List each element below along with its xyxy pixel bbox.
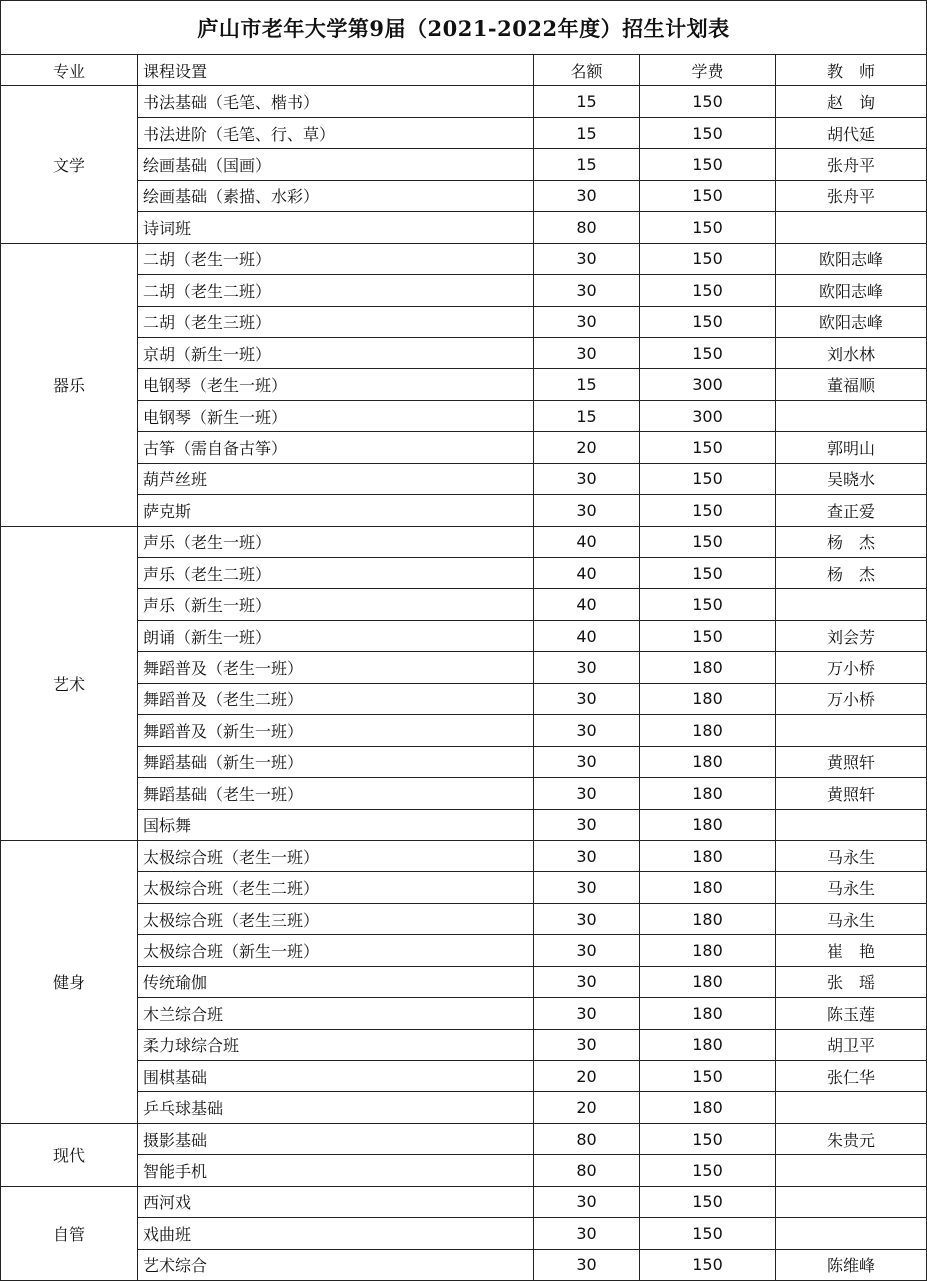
table-row	[1, 935, 927, 966]
fee-cell: 150	[640, 1249, 776, 1280]
table-row	[1, 872, 927, 903]
table-row	[1, 558, 927, 589]
course-cell: 太极综合班（新生一班）	[138, 935, 534, 966]
course-cell: 国标舞	[138, 809, 534, 840]
table-row	[1, 526, 927, 557]
fee-cell: 150	[640, 149, 776, 180]
quota-cell: 40	[534, 526, 640, 557]
table-row	[1, 149, 927, 180]
course-cell: 电钢琴（新生一班）	[138, 400, 534, 431]
fee-cell: 150	[640, 558, 776, 589]
fee-cell: 180	[640, 683, 776, 714]
teacher-cell: 欧阳志峰	[776, 275, 927, 306]
table-row	[1, 212, 927, 243]
course-cell: 绘画基础（国画）	[138, 149, 534, 180]
fee-cell: 180	[640, 778, 776, 809]
major-cell: 自管	[1, 1186, 138, 1280]
teacher-cell: 朱贵元	[776, 1123, 927, 1154]
quota-cell: 20	[534, 1061, 640, 1092]
header-course: 课程设置	[138, 55, 534, 86]
quota-cell: 30	[534, 746, 640, 777]
teacher-cell: 万小桥	[776, 683, 927, 714]
major-cell: 现代	[1, 1123, 138, 1186]
course-cell: 舞蹈普及（老生一班）	[138, 652, 534, 683]
teacher-cell	[776, 1092, 927, 1123]
table-row	[1, 715, 927, 746]
course-cell: 书法进阶（毛笔、行、草）	[138, 117, 534, 148]
quota-cell: 80	[534, 1155, 640, 1186]
fee-cell: 150	[640, 306, 776, 337]
course-cell: 萨克斯	[138, 495, 534, 526]
teacher-cell: 郭明山	[776, 432, 927, 463]
fee-cell: 150	[640, 337, 776, 368]
quota-cell: 40	[534, 620, 640, 651]
fee-cell: 150	[640, 212, 776, 243]
teacher-cell: 欧阳志峰	[776, 243, 927, 274]
table-row	[1, 652, 927, 683]
enrollment-table	[0, 54, 927, 1281]
quota-cell: 20	[534, 1092, 640, 1123]
teacher-cell: 赵 询	[776, 86, 927, 117]
quota-cell: 30	[534, 966, 640, 997]
quota-cell: 30	[534, 275, 640, 306]
teacher-cell: 查正爱	[776, 495, 927, 526]
course-cell: 围棋基础	[138, 1061, 534, 1092]
teacher-cell	[776, 400, 927, 431]
table-row	[1, 275, 927, 306]
quota-cell: 30	[534, 1029, 640, 1060]
teacher-cell: 杨 杰	[776, 526, 927, 557]
fee-cell: 150	[640, 589, 776, 620]
table-row	[1, 495, 927, 526]
quota-cell: 40	[534, 589, 640, 620]
fee-cell: 150	[640, 1155, 776, 1186]
header-fee: 学费	[640, 55, 776, 86]
table-row	[1, 1186, 927, 1217]
quota-cell: 30	[534, 1218, 640, 1249]
course-cell: 声乐（新生一班）	[138, 589, 534, 620]
quota-cell: 30	[534, 243, 640, 274]
table-row	[1, 243, 927, 274]
fee-cell: 150	[640, 463, 776, 494]
quota-cell: 30	[534, 778, 640, 809]
table-row	[1, 778, 927, 809]
table-row	[1, 1029, 927, 1060]
quota-cell: 30	[534, 652, 640, 683]
quota-cell: 30	[534, 495, 640, 526]
table-row	[1, 966, 927, 997]
table-row	[1, 683, 927, 714]
table-row	[1, 1123, 927, 1154]
fee-cell: 180	[640, 715, 776, 746]
course-cell: 二胡（老生一班）	[138, 243, 534, 274]
teacher-cell: 吴晓水	[776, 463, 927, 494]
major-cell: 健身	[1, 840, 138, 1123]
fee-cell: 300	[640, 400, 776, 431]
header-teacher: 教 师	[776, 55, 927, 86]
course-cell: 二胡（老生二班）	[138, 275, 534, 306]
teacher-cell: 杨 杰	[776, 558, 927, 589]
header-row	[1, 55, 927, 86]
teacher-cell: 马永生	[776, 840, 927, 871]
teacher-cell: 张舟平	[776, 149, 927, 180]
quota-cell: 40	[534, 558, 640, 589]
course-cell: 葫芦丝班	[138, 463, 534, 494]
teacher-cell: 胡卫平	[776, 1029, 927, 1060]
quota-cell: 15	[534, 149, 640, 180]
teacher-cell	[776, 715, 927, 746]
course-cell: 书法基础（毛笔、楷书）	[138, 86, 534, 117]
table-row	[1, 998, 927, 1029]
quota-cell: 30	[534, 1186, 640, 1217]
fee-cell: 180	[640, 998, 776, 1029]
table-row	[1, 463, 927, 494]
header-major: 专业	[1, 55, 138, 86]
course-cell: 太极综合班（老生一班）	[138, 840, 534, 871]
table-row	[1, 86, 927, 117]
page-title: 庐山市老年大学第9届（2021-2022年度）招生计划表	[0, 0, 927, 55]
quota-cell: 15	[534, 369, 640, 400]
fee-cell: 180	[640, 903, 776, 934]
table-row	[1, 746, 927, 777]
teacher-cell: 陈维峰	[776, 1249, 927, 1280]
fee-cell: 180	[640, 840, 776, 871]
teacher-cell: 崔 艳	[776, 935, 927, 966]
quota-cell: 80	[534, 212, 640, 243]
quota-cell: 30	[534, 337, 640, 368]
course-cell: 智能手机	[138, 1155, 534, 1186]
teacher-cell: 胡代延	[776, 117, 927, 148]
fee-cell: 180	[640, 1092, 776, 1123]
teacher-cell: 马永生	[776, 903, 927, 934]
quota-cell: 30	[534, 683, 640, 714]
course-cell: 声乐（老生一班）	[138, 526, 534, 557]
table-row	[1, 306, 927, 337]
fee-cell: 150	[640, 180, 776, 211]
quota-cell: 30	[534, 872, 640, 903]
course-cell: 木兰综合班	[138, 998, 534, 1029]
fee-cell: 150	[640, 495, 776, 526]
course-cell: 二胡（老生三班）	[138, 306, 534, 337]
fee-cell: 150	[640, 526, 776, 557]
fee-cell: 180	[640, 935, 776, 966]
fee-cell: 180	[640, 652, 776, 683]
fee-cell: 150	[640, 117, 776, 148]
quota-cell: 30	[534, 1249, 640, 1280]
fee-cell: 150	[640, 432, 776, 463]
quota-cell: 30	[534, 935, 640, 966]
table-row	[1, 117, 927, 148]
fee-cell: 150	[640, 1186, 776, 1217]
quota-cell: 80	[534, 1123, 640, 1154]
fee-cell: 150	[640, 1218, 776, 1249]
header-quota: 名额	[534, 55, 640, 86]
table-body	[1, 86, 927, 1281]
course-cell: 乒乓球基础	[138, 1092, 534, 1123]
table-row	[1, 400, 927, 431]
major-cell: 文学	[1, 86, 138, 243]
teacher-cell	[776, 1186, 927, 1217]
fee-cell: 300	[640, 369, 776, 400]
teacher-cell: 黄照轩	[776, 778, 927, 809]
course-cell: 舞蹈基础（老生一班）	[138, 778, 534, 809]
table-row	[1, 1249, 927, 1280]
fee-cell: 180	[640, 966, 776, 997]
teacher-cell: 刘会芳	[776, 620, 927, 651]
course-cell: 艺术综合	[138, 1249, 534, 1280]
table-row	[1, 589, 927, 620]
course-cell: 西河戏	[138, 1186, 534, 1217]
quota-cell: 15	[534, 400, 640, 431]
teacher-cell: 张舟平	[776, 180, 927, 211]
teacher-cell: 董福顺	[776, 369, 927, 400]
course-cell: 舞蹈普及（老生二班）	[138, 683, 534, 714]
course-cell: 古筝（需自备古筝）	[138, 432, 534, 463]
table-row	[1, 432, 927, 463]
course-cell: 柔力球综合班	[138, 1029, 534, 1060]
fee-cell: 180	[640, 872, 776, 903]
quota-cell: 15	[534, 117, 640, 148]
teacher-cell: 黄照轩	[776, 746, 927, 777]
major-cell: 艺术	[1, 526, 138, 840]
quota-cell: 30	[534, 463, 640, 494]
quota-cell: 30	[534, 180, 640, 211]
fee-cell: 180	[640, 809, 776, 840]
table-row	[1, 840, 927, 871]
quota-cell: 30	[534, 715, 640, 746]
course-cell: 诗词班	[138, 212, 534, 243]
table-header	[1, 55, 927, 86]
quota-cell: 20	[534, 432, 640, 463]
fee-cell: 150	[640, 243, 776, 274]
course-cell: 舞蹈普及（新生一班）	[138, 715, 534, 746]
course-cell: 声乐（老生二班）	[138, 558, 534, 589]
table-row	[1, 903, 927, 934]
course-cell: 太极综合班（老生三班）	[138, 903, 534, 934]
teacher-cell: 张 瑶	[776, 966, 927, 997]
quota-cell: 30	[534, 998, 640, 1029]
teacher-cell: 马永生	[776, 872, 927, 903]
teacher-cell	[776, 1218, 927, 1249]
teacher-cell	[776, 809, 927, 840]
table-row	[1, 1092, 927, 1123]
fee-cell: 150	[640, 1123, 776, 1154]
table-row	[1, 1218, 927, 1249]
course-cell: 戏曲班	[138, 1218, 534, 1249]
teacher-cell	[776, 589, 927, 620]
course-cell: 朗诵（新生一班）	[138, 620, 534, 651]
course-cell: 太极综合班（老生二班）	[138, 872, 534, 903]
fee-cell: 180	[640, 1029, 776, 1060]
teacher-cell: 欧阳志峰	[776, 306, 927, 337]
teacher-cell	[776, 1155, 927, 1186]
quota-cell: 30	[534, 809, 640, 840]
teacher-cell: 万小桥	[776, 652, 927, 683]
fee-cell: 150	[640, 86, 776, 117]
teacher-cell	[776, 212, 927, 243]
teacher-cell: 张仁华	[776, 1061, 927, 1092]
table-row	[1, 180, 927, 211]
fee-cell: 150	[640, 275, 776, 306]
quota-cell: 30	[534, 306, 640, 337]
quota-cell: 30	[534, 903, 640, 934]
fee-cell: 180	[640, 746, 776, 777]
course-cell: 传统瑜伽	[138, 966, 534, 997]
course-cell: 电钢琴（老生一班）	[138, 369, 534, 400]
teacher-cell: 刘水林	[776, 337, 927, 368]
table-row	[1, 369, 927, 400]
table-row	[1, 1155, 927, 1186]
course-cell: 绘画基础（素描、水彩）	[138, 180, 534, 211]
major-cell: 器乐	[1, 243, 138, 526]
course-cell: 舞蹈基础（新生一班）	[138, 746, 534, 777]
fee-cell: 150	[640, 620, 776, 651]
table-row	[1, 337, 927, 368]
course-cell: 摄影基础	[138, 1123, 534, 1154]
table-row	[1, 620, 927, 651]
quota-cell: 30	[534, 840, 640, 871]
teacher-cell: 陈玉莲	[776, 998, 927, 1029]
quota-cell: 15	[534, 86, 640, 117]
table-row	[1, 809, 927, 840]
table-row	[1, 1061, 927, 1092]
fee-cell: 150	[640, 1061, 776, 1092]
course-cell: 京胡（新生一班）	[138, 337, 534, 368]
